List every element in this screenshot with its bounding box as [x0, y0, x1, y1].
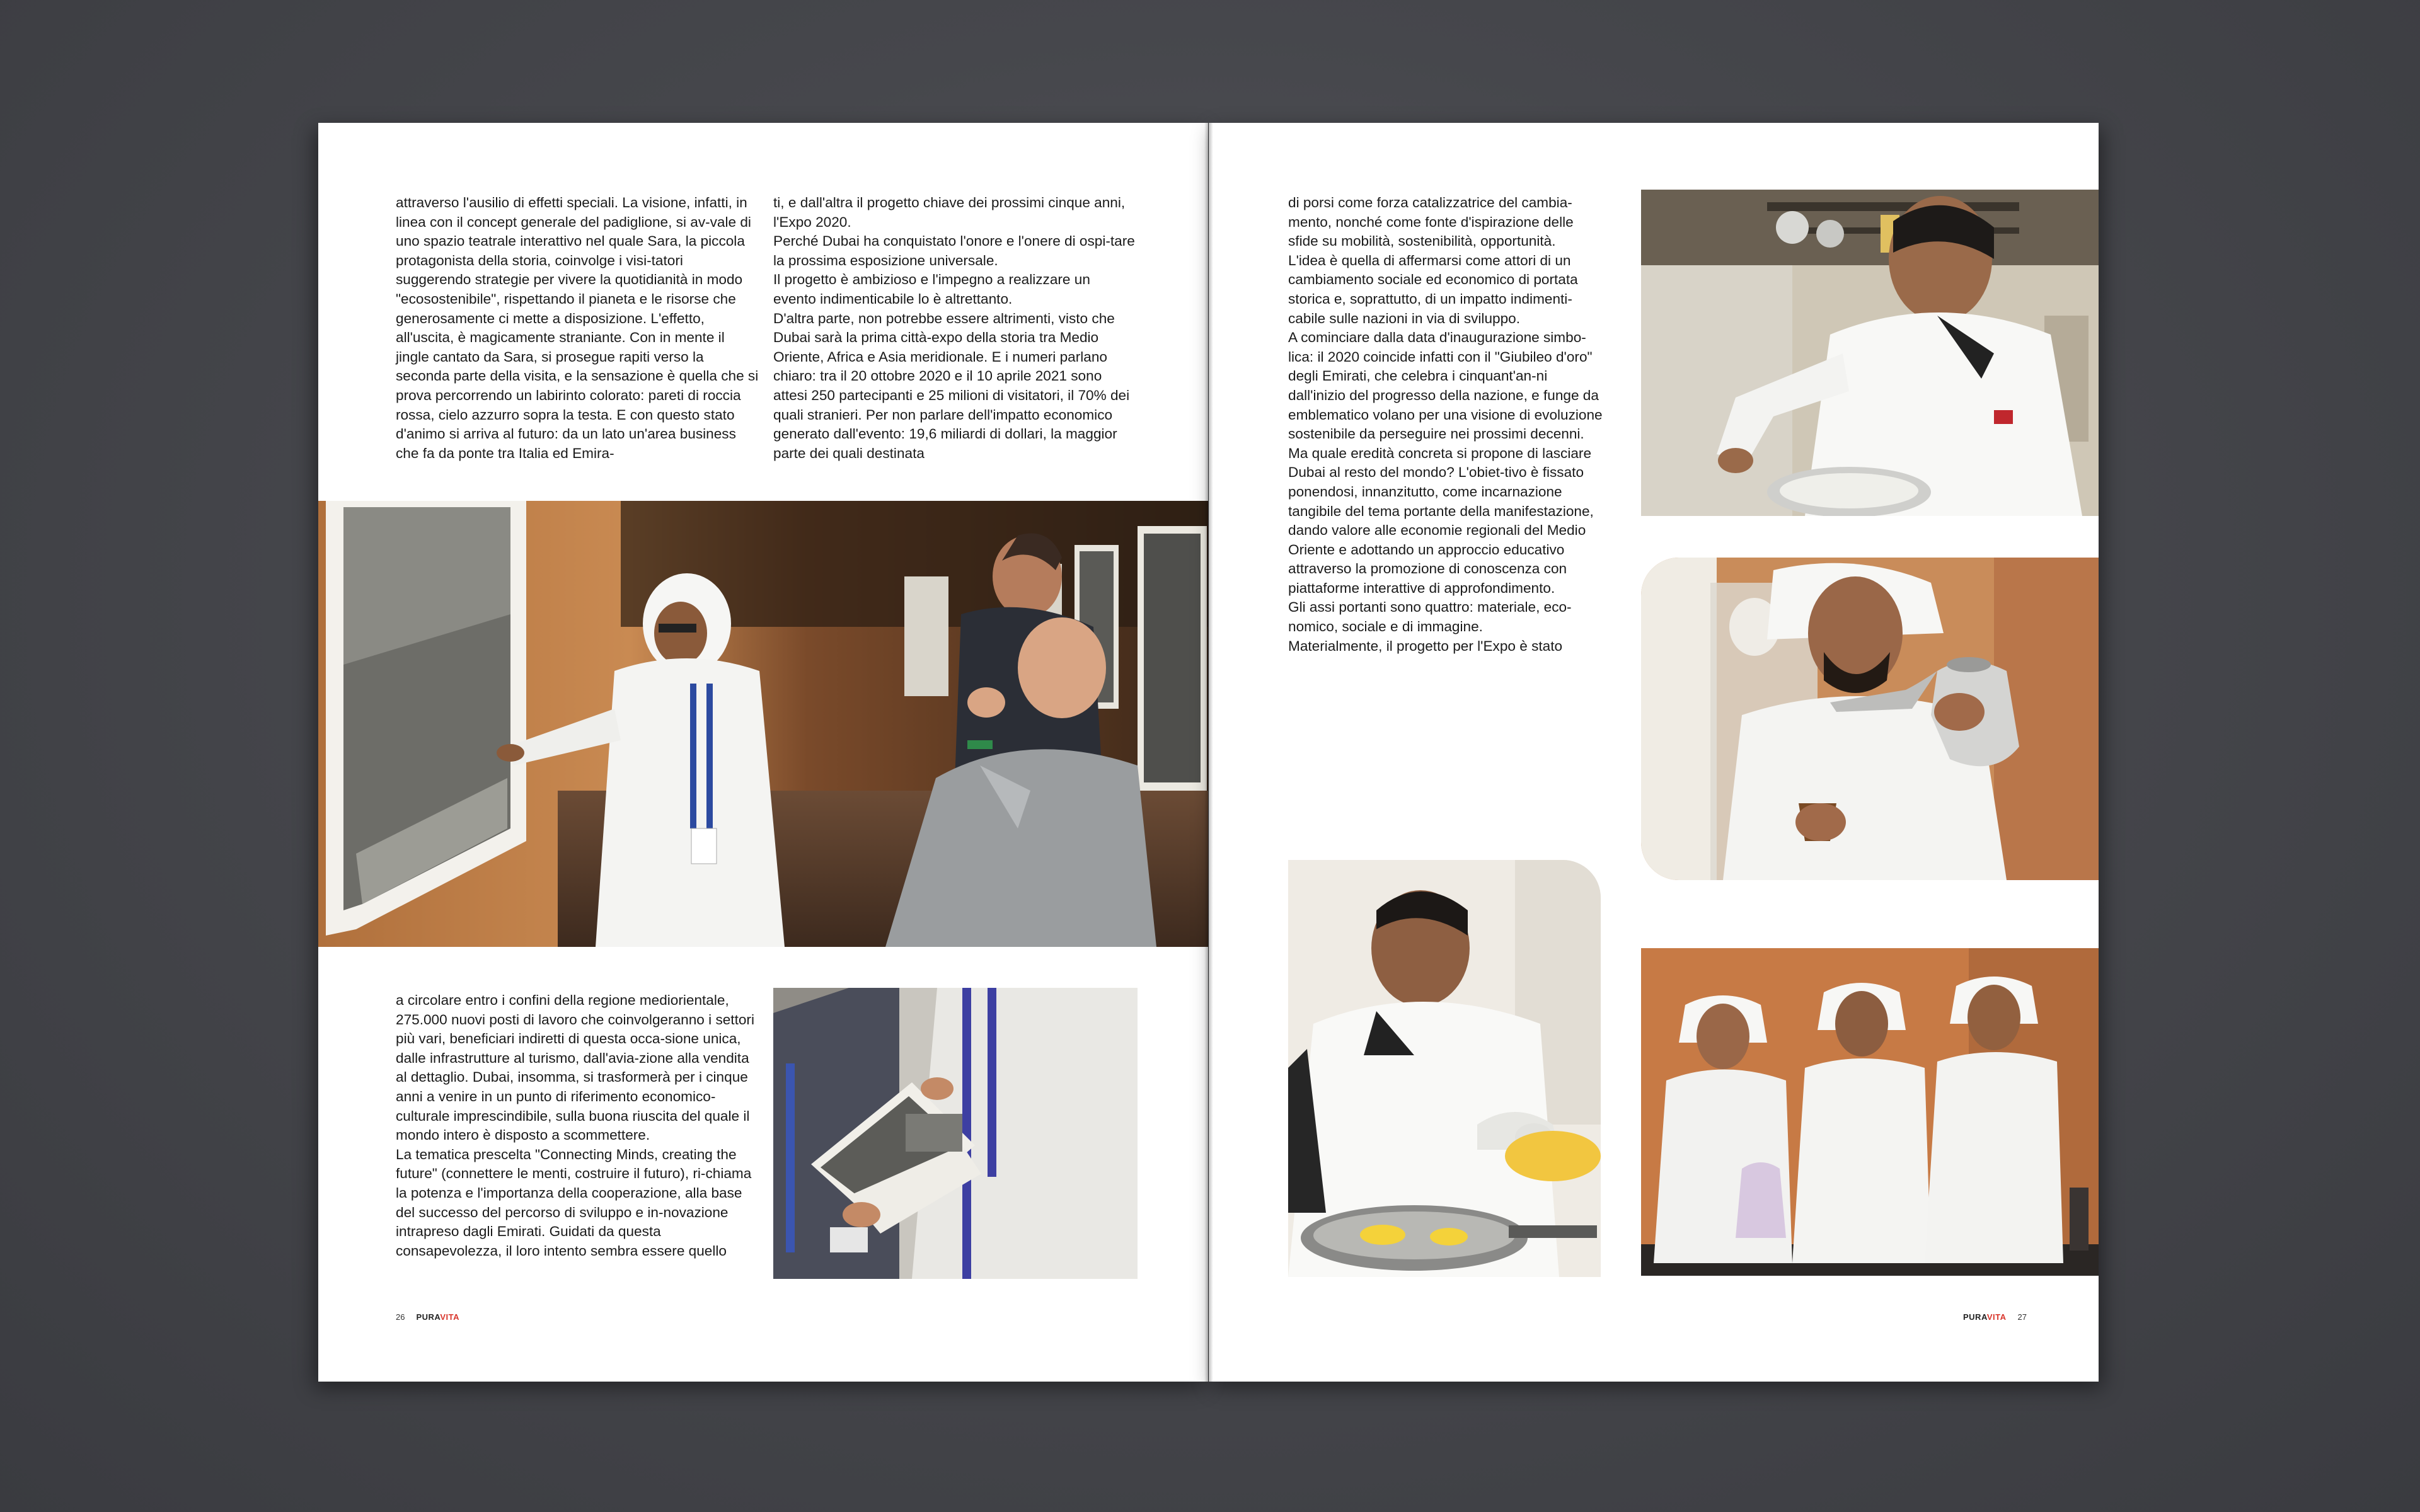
- spine-gutter: [1204, 123, 1213, 1382]
- right-brand-main: PURA: [1963, 1312, 1987, 1322]
- left-column-1-top: attraverso l'ausilio di effetti speciali. La visione, infatti, in linea con il concept generale del padiglione, si av-vale di uno spazio teatrale interattivo nel quale Sara, la piccola protagonista della storia, coinvolge i visi-tatori suggerendo strategie per vivere la quotidianità in modo "ecosostenibile", rispettando il pianeta e le risorse che generosamente ci mette a disposizione. L'effetto, all'uscita, è magicamente straniante. Con in mente il jingle cantato da Sara, si prosegue rapiti verso la seconda parte della visita, e la sensazione è quella che si prova percorrendo un labirinto colorato: pareti di roccia rossa, cielo azzurro sopra la testa. E con questo stato d'animo si arriva al futuro: da un lato un'area business che fa da ponte tra Italia ed Emira-: [396, 195, 759, 461]
- photo-pouring-coffee: [1641, 558, 2099, 880]
- magazine-spread: [318, 123, 2099, 1382]
- right-folio: [1963, 1312, 2027, 1322]
- right-column-text: di porsi come forza catalizzatrice del cambia-mento, nonché come fonte d'ispirazione delle sfide su mobilità, sostenibilità, opportunità. L'idea è quella di affermarsi come attori di un cambiamento sociale ed economico di portata storica e, soprattutto, di un impatto indimenti-cabile sulle nazioni in via di sviluppo. A cominciare dalla data d'inaugurazione simbo-lica: il 2020 coincide infatti con il "Giubileo d'oro" degli Emirati, che celebra i cinquant'an-ni dall'inizio del progresso della nazione, e funge da emblematico volano per una visione di evoluzione sostenibile da perseguire nei prossimi decenni. Ma quale eredità concreta si propone di lasciare Dubai al resto del mondo? L'obiet-tivo è fissato ponendosi, innanzitutto, come incarnazione tangibile del tema portante della manifestazione, dando valore alle economie regionali del Medio Oriente e adottando un approccio educativo attraverso la promozione di conoscenza con piattaforme interattive di approfondimento. Gli assi portanti sono quattro: materiale, eco-nomico, sociale e di immagine. Materialmente, il progetto per l'Expo è stato: [1288, 195, 1603, 654]
- left-brand-accent: VITA: [440, 1312, 459, 1322]
- left-column-2-top: ti, e dall'altra il progetto chiave dei prossimi cinque anni, l'Expo 2020. Perché Dubai ha conquistato l'onore e l'onere di ospi-tare la prossima esposizione universale. Il progetto è ambizioso e l'impegno a realizzare un evento indimenticabile lo è altrettanto. D'altra parte, non potrebbe essere altrimenti, visto che Dubai sarà la prima città-expo della storia tra Medio Oriente, Africa e Asia meridionale. E i numeri parlano chiaro: tra il 20 ottobre 2020 e il 10 aprile 2021 sono attesi 250 partecipanti e 25 milioni di visitatori, il 70% dei quali stranieri. Per non parlare dell'impatto economico generato dall'evento: 19,6 miliardi di dollari, la maggior parte dei quali destinata: [773, 195, 1135, 461]
- right-brand-logo: [1963, 1312, 2007, 1322]
- photo-reading-catalogue: [773, 988, 1138, 1279]
- left-column-1-bottom: a circolare entro i confini della regione mediorientale, 275.000 nuovi posti di lavoro che coinvolgeranno i settori più vari, beneficiari indiretti di questa occa-sione unica, dalle infrastrutture al turismo, dall'avia-zione alla vendita al dettaglio. Dubai, insomma, si trasformerà per i cinque anni a venire in un punto di riferimento economico-culturale imprescindibile, sulla buona riuscita del quale il mondo intero è disposto a scommettere. La tematica prescelta "Connecting Minds, creating the future" (connettere le menti, costruire il futuro), ri-chiama la potenza e l'importanza della cooperazione, alla base del successo del percorso di sviluppo e in-novazione intrapreso dagli Emirati. Guidati da questa consapevolezza, il loro intento sembra essere quello: [396, 992, 754, 1259]
- left-page: [318, 123, 1208, 1382]
- left-brand-main: PURA: [416, 1312, 441, 1322]
- photo-three-men: [1641, 948, 2099, 1276]
- right-page-number: 27: [2017, 1312, 2027, 1322]
- photo-chef-frying-egg: [1288, 860, 1601, 1277]
- left-folio: [396, 1312, 459, 1322]
- photo-gallery-visitors: [318, 501, 1208, 947]
- right-brand-accent: VITA: [1986, 1312, 2007, 1322]
- left-page-number: 26: [396, 1312, 405, 1322]
- right-page: [1209, 123, 2099, 1382]
- photo-chef-mixing: [1641, 190, 2099, 516]
- left-brand-logo: [416, 1312, 459, 1322]
